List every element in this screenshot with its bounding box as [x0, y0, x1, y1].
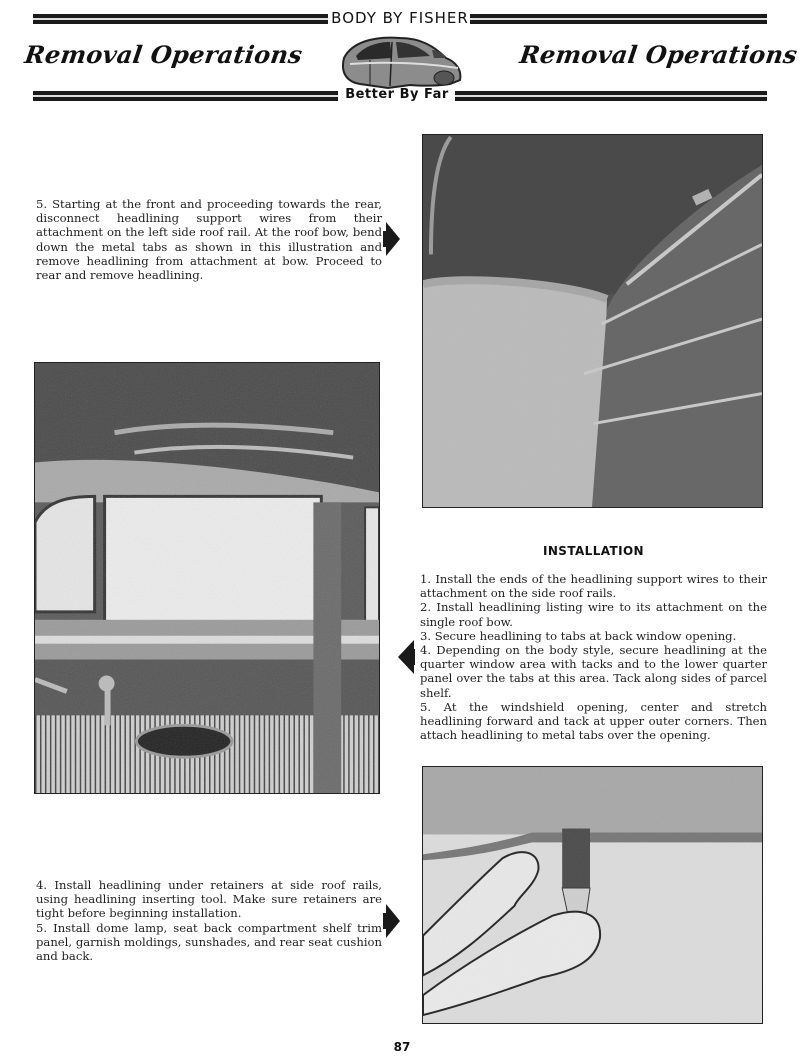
header-rule-bottom-right: [455, 91, 767, 101]
side-roof-rail-window-photo: [34, 362, 380, 794]
bottom-steps: [36, 878, 382, 963]
installation-heading: INSTALLATION: [542, 544, 645, 558]
section-title-left: Removal Operations: [22, 40, 305, 69]
arrow-right-icon: [386, 222, 400, 256]
installation-step-3: 3. Secure headlining to tabs at back window opening.: [420, 628, 737, 643]
arrow-left-icon: [398, 640, 414, 674]
installation-step-1: 1. Install the ends of the headlining support wires to their attachment on the side roof rails.: [420, 572, 767, 601]
installation-step-2: 2. Install headlining listing wire to its attachment on the single roof bow.: [420, 600, 767, 629]
arrow-right-icon: [386, 904, 400, 938]
brand-top: BODY BY FISHER: [331, 9, 469, 27]
page-number: 87: [393, 1040, 411, 1054]
installation-steps: [420, 572, 767, 742]
installation-step-4: 4. Depending on the body style, secure headlining at the quarter window area with tacks and to the lower quarter panel over the tabs at this area. Tack along sides of parcel shelf.: [420, 643, 767, 700]
bottom-step-4: 4. Install headlining under retainers at side roof rails, using headlining inserting tool. Make sure retainers are tight before beginning installation.: [36, 878, 382, 921]
removal-step-5: [36, 197, 382, 282]
headlining-removal-photo: [422, 134, 763, 508]
header-rule-top-left: [33, 14, 328, 24]
header-rule-top-right: [470, 14, 767, 24]
car-body-icon: [330, 28, 470, 92]
removal-step-5-text: 5. Starting at the front and proceeding towards the rear, disconnect headlining support wires from their attachment on the left side roof rail. At the roof bow, bend down the metal tabs as shown in this illustration and remove headlining from attachment at bow. Proceed to rear and remove headlining.: [36, 197, 382, 283]
bottom-step-5: 5. Install dome lamp, seat back compartment shelf trim panel, garnish moldings, sunshades, and rear seat cushion and back.: [36, 920, 382, 964]
installation-step-5: 5. At the windshield opening, center and stretch headlining forward and tack at upper outer corners. Then attach headlining to metal tabs over the opening.: [420, 699, 767, 743]
brand-bottom: Better By Far: [345, 87, 449, 102]
headlining-inserting-tool-photo: [422, 766, 763, 1024]
section-title-right: Removal Operations: [517, 40, 800, 69]
header-rule-bottom-left: [33, 91, 338, 101]
